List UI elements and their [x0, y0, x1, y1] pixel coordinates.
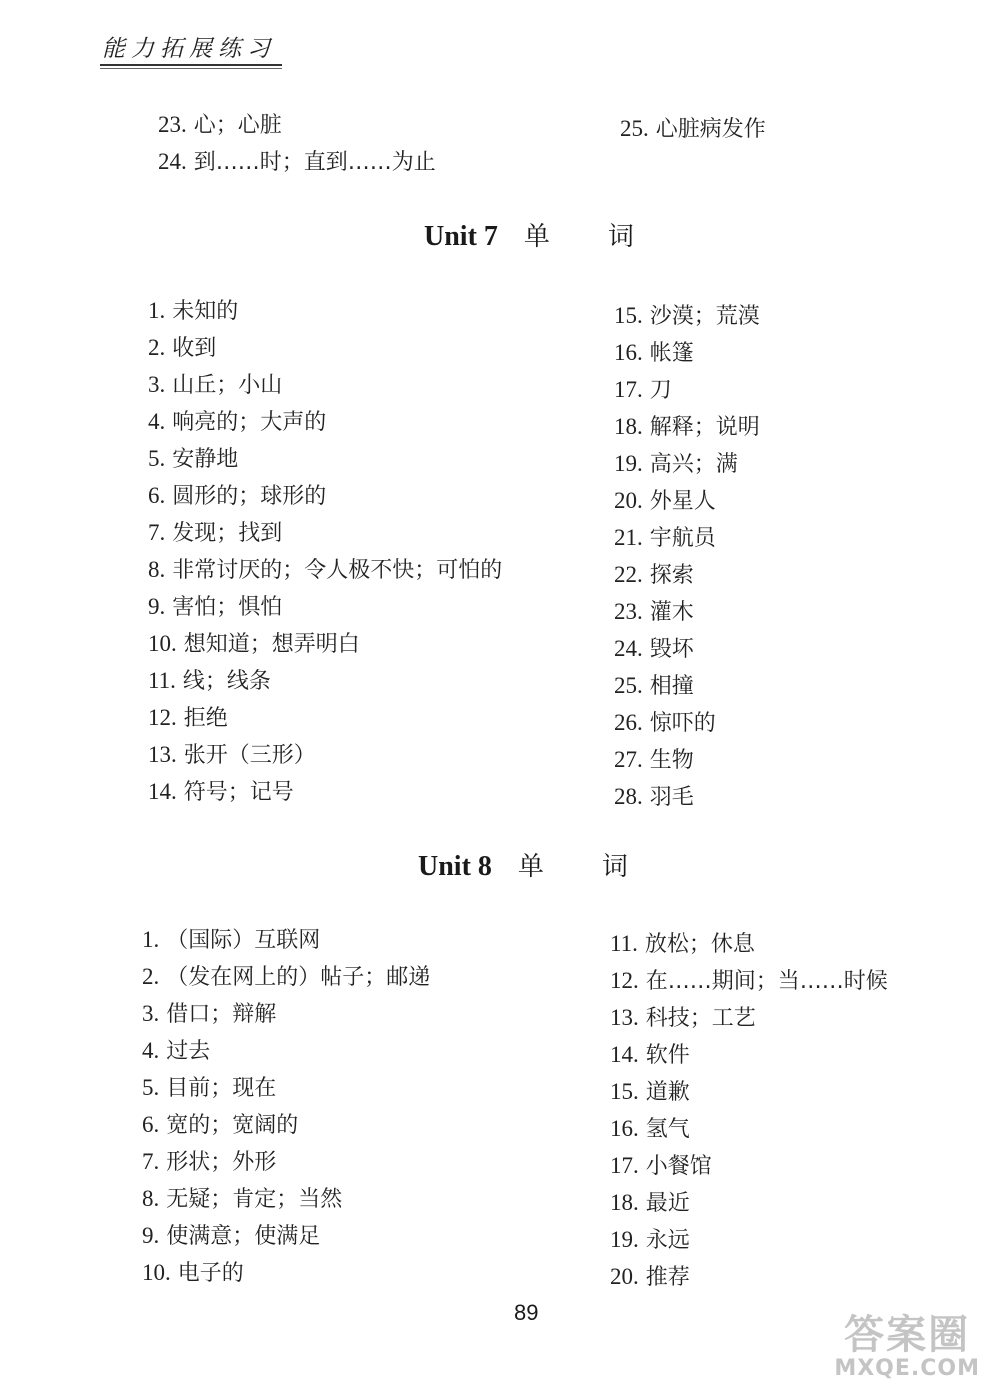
vocab-item-meaning: 发现；找到 [172, 521, 283, 546]
vocab-item [614, 482, 760, 519]
vocab-item-meaning: 过去 [166, 1039, 211, 1064]
vocab-item-meaning: 心；心脏 [193, 113, 282, 138]
vocab-item-number: 5. [142, 1075, 160, 1100]
vocab-item [148, 773, 502, 810]
vocab-item-number: 4. [148, 409, 166, 434]
watermark-logo: 答案圈 [844, 1312, 971, 1358]
vocab-item-meaning: 目前；现在 [166, 1076, 277, 1101]
vocab-item-meaning: 相撞 [649, 674, 694, 699]
vocab-item-meaning: 未知的 [172, 299, 239, 324]
vocab-item-meaning: 想知道；想弄明白 [183, 632, 360, 657]
unit7-title-cn: 单词 [523, 222, 692, 252]
vocab-item-number: 26. [614, 710, 643, 735]
vocab-item-number: 12. [148, 705, 177, 730]
vocab-item [614, 371, 760, 408]
vocab-item-number: 2. [142, 964, 160, 989]
vocab-item [148, 699, 502, 736]
vocab-item [614, 519, 760, 556]
vocab-item [610, 1110, 888, 1147]
vocab-item [158, 106, 436, 143]
vocab-item [610, 1036, 888, 1073]
vocab-item-number: 13. [148, 742, 177, 767]
vocab-item [142, 1143, 430, 1180]
vocab-item [148, 736, 502, 773]
vocab-item-meaning: 到……时；直到……为止 [193, 150, 436, 175]
vocab-item-number: 10. [148, 631, 177, 656]
vocab-item [614, 778, 760, 815]
vocab-item-number: 14. [148, 779, 177, 804]
vocab-item-number: 25. [620, 116, 649, 141]
unit7-left-column [148, 292, 502, 810]
top-left-column [158, 106, 436, 180]
watermark-url: MXQE.COM [834, 1356, 980, 1381]
vocab-item [610, 925, 888, 962]
vocab-item-number: 11. [610, 931, 638, 956]
vocab-item-number: 16. [610, 1116, 639, 1141]
unit8-title [418, 846, 686, 883]
vocab-item [614, 630, 760, 667]
vocab-item [142, 1217, 430, 1254]
vocab-item-meaning: 宽的；宽阔的 [166, 1113, 299, 1138]
vocab-item-meaning: 帐篷 [649, 341, 694, 366]
vocab-item [614, 704, 760, 741]
vocab-item [614, 556, 760, 593]
header-rule [100, 64, 282, 66]
vocab-item-number: 20. [614, 488, 643, 513]
vocab-item-number: 24. [158, 149, 187, 174]
vocab-item-meaning: 生物 [649, 748, 694, 773]
vocab-item-number: 24. [614, 636, 643, 661]
vocab-item-meaning: 使满意；使满足 [166, 1224, 321, 1249]
unit8-right-column [610, 925, 888, 1295]
vocab-item [610, 1184, 888, 1221]
vocab-item-meaning: 宇航员 [649, 526, 716, 551]
vocab-item-meaning: 道歉 [645, 1080, 690, 1105]
vocab-item [614, 408, 760, 445]
vocab-item-number: 22. [614, 562, 643, 587]
vocab-item-meaning: 符号；记号 [183, 780, 294, 805]
vocab-item-meaning: （国际）互联网 [166, 928, 321, 953]
vocab-item-meaning: 心脏病发作 [655, 117, 766, 142]
vocab-item-meaning: 解释；说明 [649, 415, 760, 440]
header-rule-thin [100, 68, 282, 69]
vocab-item [610, 1258, 888, 1295]
vocab-item-number: 20. [610, 1264, 639, 1289]
vocab-item [614, 741, 760, 778]
vocab-item [148, 662, 502, 699]
vocab-item [148, 440, 502, 477]
vocab-item-meaning: （发在网上的）帖子；邮递 [166, 965, 431, 990]
vocab-item-number: 11. [148, 668, 176, 693]
vocab-item-number: 19. [614, 451, 643, 476]
top-right-column [620, 110, 766, 147]
unit7-title-en: Unit 7 [424, 221, 498, 252]
vocab-item [610, 999, 888, 1036]
running-header: 能力拓展练习 [102, 36, 276, 62]
vocab-item-meaning: 放松；休息 [644, 932, 755, 957]
vocab-item-meaning: 拒绝 [183, 706, 228, 731]
vocab-item-meaning: 形状；外形 [166, 1150, 277, 1175]
vocab-item-meaning: 在……期间；当……时候 [645, 969, 888, 994]
vocab-item-meaning: 安静地 [172, 447, 239, 472]
vocab-item-meaning: 收到 [172, 336, 217, 361]
unit7-title [424, 216, 692, 253]
vocab-item [620, 110, 766, 147]
vocab-item [158, 143, 436, 180]
vocab-item-meaning: 永远 [645, 1228, 690, 1253]
vocab-item-number: 15. [614, 303, 643, 328]
vocab-item-number: 1. [142, 927, 160, 952]
vocab-item-meaning: 山丘；小山 [172, 373, 283, 398]
vocab-item [148, 551, 502, 588]
vocab-item-meaning: 响亮的；大声的 [172, 410, 327, 435]
vocab-item [142, 1106, 430, 1143]
vocab-item-number: 21. [614, 525, 643, 550]
vocab-item-number: 9. [142, 1223, 160, 1248]
vocab-item-number: 8. [148, 557, 166, 582]
vocab-item [142, 1069, 430, 1106]
vocab-item-meaning: 借口；辩解 [166, 1002, 277, 1027]
vocab-item-number: 14. [610, 1042, 639, 1067]
vocab-item-number: 8. [142, 1186, 160, 1211]
unit7-right-column [614, 297, 760, 815]
page-number: 89 [514, 1300, 539, 1325]
vocab-item-meaning: 软件 [645, 1043, 690, 1068]
vocab-item-meaning: 最近 [645, 1191, 690, 1216]
vocab-item-number: 12. [610, 968, 639, 993]
vocab-item-meaning: 害怕；惧怕 [172, 595, 283, 620]
vocab-item-number: 25. [614, 673, 643, 698]
watermark [834, 1303, 980, 1381]
vocab-item [142, 1032, 430, 1069]
vocab-item [142, 995, 430, 1032]
vocab-item-meaning: 惊吓的 [649, 711, 716, 736]
vocab-item [610, 1073, 888, 1110]
vocab-item-number: 6. [142, 1112, 160, 1137]
vocab-item [142, 958, 430, 995]
vocab-item [142, 1254, 430, 1291]
vocab-item [142, 921, 430, 958]
vocab-item-number: 17. [610, 1153, 639, 1178]
vocab-item [148, 477, 502, 514]
vocab-item-meaning: 线；线条 [182, 669, 271, 694]
vocab-item [148, 292, 502, 329]
vocab-item-meaning: 圆形的；球形的 [172, 484, 327, 509]
vocab-item [610, 1147, 888, 1184]
vocab-item [148, 366, 502, 403]
vocab-item-number: 7. [142, 1149, 160, 1174]
vocab-item-number: 1. [148, 298, 166, 323]
vocab-item [148, 625, 502, 662]
vocab-item-meaning: 灌木 [649, 600, 694, 625]
vocab-item-number: 27. [614, 747, 643, 772]
vocab-item-number: 18. [610, 1190, 639, 1215]
vocab-item [614, 445, 760, 482]
vocab-item [614, 667, 760, 704]
vocab-item [610, 1221, 888, 1258]
vocab-item [610, 962, 888, 999]
vocab-item-meaning: 张开（三形） [183, 743, 316, 768]
vocab-item-number: 5. [148, 446, 166, 471]
vocab-item [614, 334, 760, 371]
vocab-item-meaning: 小餐馆 [645, 1154, 712, 1179]
vocab-item-number: 23. [158, 112, 187, 137]
vocab-item-meaning: 高兴；满 [649, 452, 738, 477]
vocab-item-meaning: 科技；工艺 [645, 1006, 756, 1031]
vocab-item-number: 28. [614, 784, 643, 809]
vocab-item-meaning: 羽毛 [649, 785, 694, 810]
vocab-item-number: 16. [614, 340, 643, 365]
vocab-item-meaning: 非常讨厌的；令人极不快；可怕的 [172, 558, 503, 583]
vocab-item-meaning: 外星人 [649, 489, 716, 514]
vocab-item-number: 19. [610, 1227, 639, 1252]
vocab-item-number: 3. [142, 1001, 160, 1026]
vocab-item-meaning: 探索 [649, 563, 694, 588]
vocab-item [614, 593, 760, 630]
vocab-item-number: 18. [614, 414, 643, 439]
vocab-item-number: 6. [148, 483, 166, 508]
vocab-item [148, 588, 502, 625]
vocab-item-number: 17. [614, 377, 643, 402]
vocab-item-meaning: 刀 [649, 378, 672, 403]
vocab-item [614, 297, 760, 334]
vocab-item-number: 4. [142, 1038, 160, 1063]
vocab-item-meaning: 推荐 [645, 1265, 690, 1290]
unit8-title-en: Unit 8 [418, 851, 492, 882]
vocab-item [142, 1180, 430, 1217]
unit8-title-cn: 单词 [517, 852, 686, 882]
vocab-item [148, 329, 502, 366]
vocab-item-number: 7. [148, 520, 166, 545]
vocab-item-number: 3. [148, 372, 166, 397]
vocab-item-meaning: 电子的 [177, 1261, 244, 1286]
vocab-item-number: 9. [148, 594, 166, 619]
vocab-item-number: 15. [610, 1079, 639, 1104]
vocab-item-meaning: 沙漠；荒漠 [649, 304, 760, 329]
vocab-item [148, 514, 502, 551]
vocab-item [148, 403, 502, 440]
vocab-item-number: 10. [142, 1260, 171, 1285]
vocab-item-meaning: 无疑；肯定；当然 [166, 1187, 343, 1212]
vocab-item-meaning: 毁坏 [649, 637, 694, 662]
vocab-item-meaning: 氢气 [645, 1117, 690, 1142]
vocab-item-number: 2. [148, 335, 166, 360]
vocab-item-number: 13. [610, 1005, 639, 1030]
vocab-item-number: 23. [614, 599, 643, 624]
unit8-left-column [142, 921, 430, 1291]
